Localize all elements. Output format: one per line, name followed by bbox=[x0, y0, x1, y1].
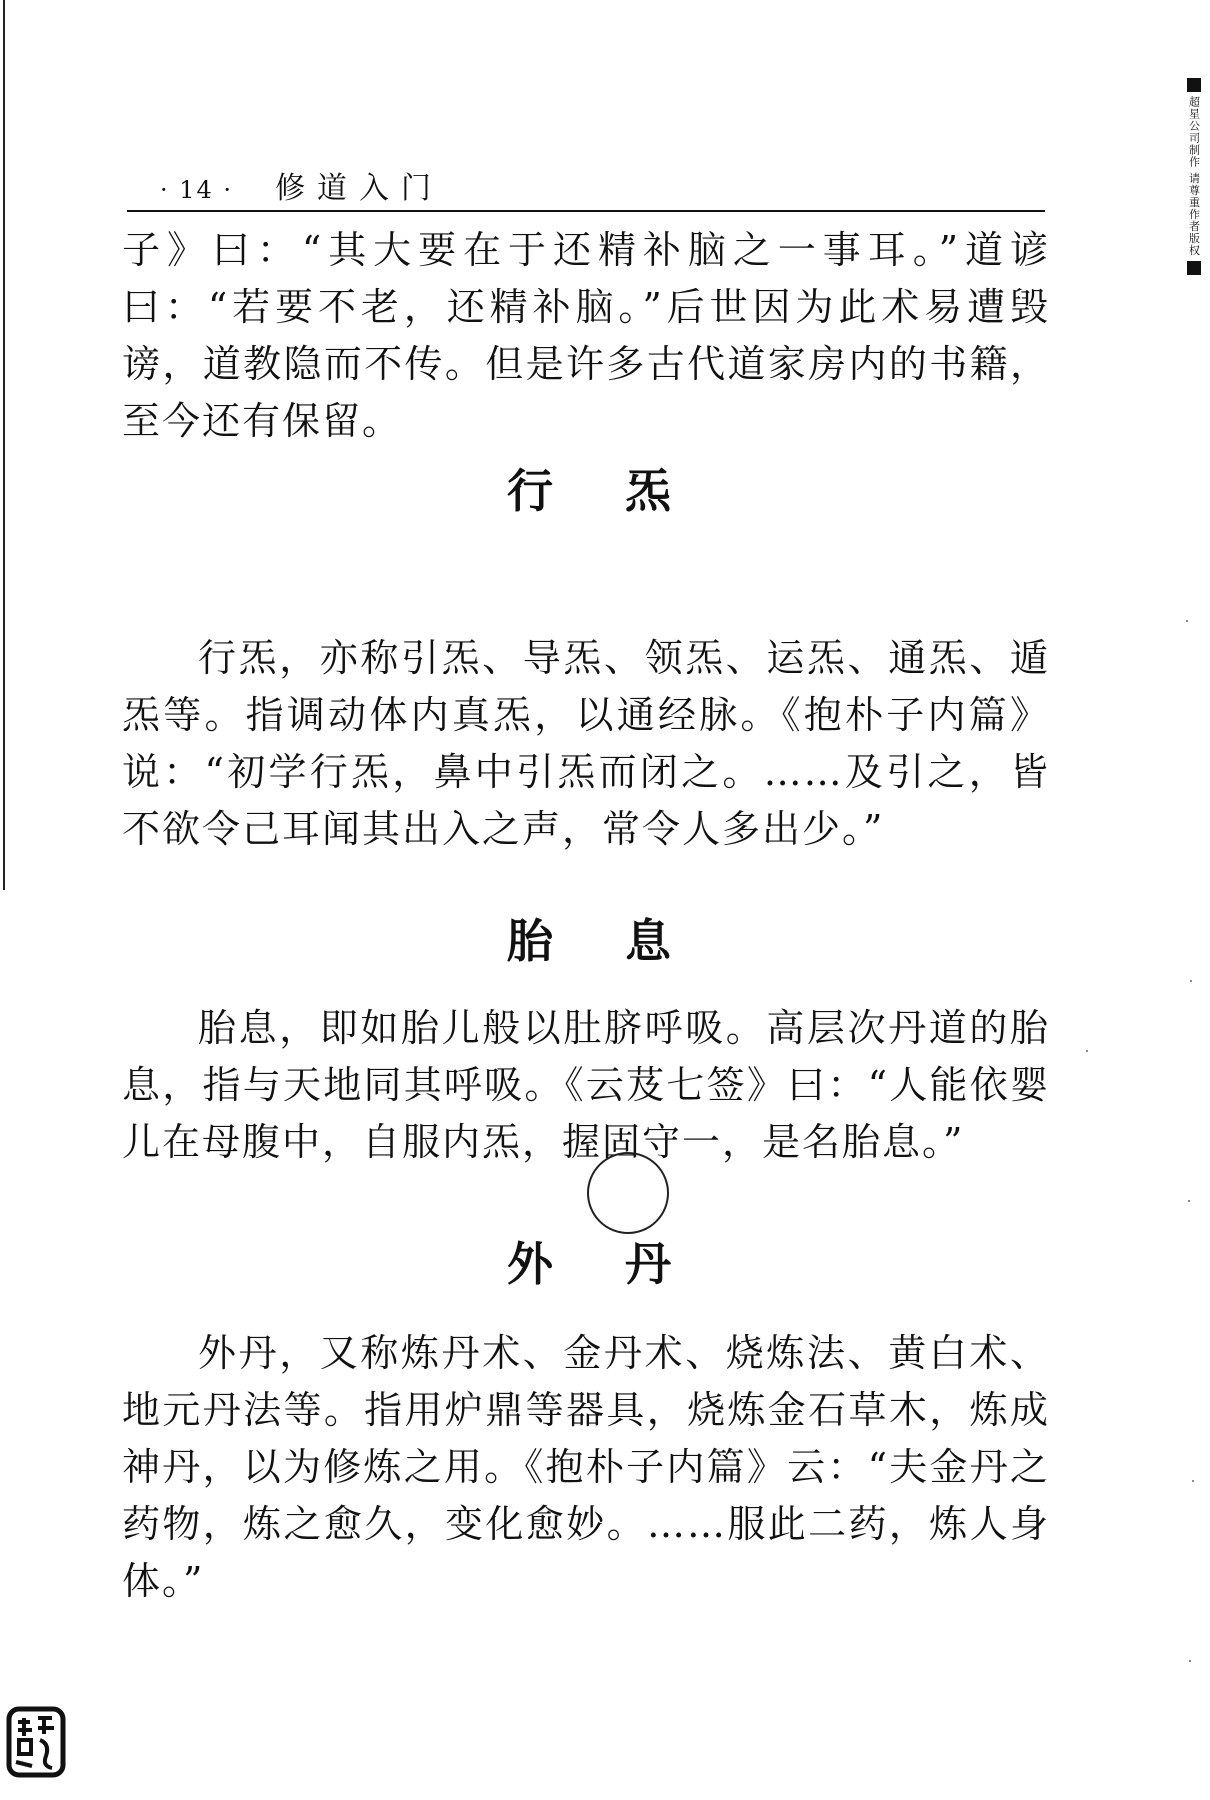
page-number: · 14 · bbox=[160, 176, 234, 204]
book-title: 修道入门 bbox=[275, 171, 444, 206]
scan-speck bbox=[1189, 1660, 1191, 1662]
copyright-strip bbox=[1186, 78, 1202, 314]
copyright-text: 超星公司制作 请尊重作者版权 bbox=[1187, 96, 1201, 257]
scan-speck bbox=[1188, 1200, 1190, 1202]
strip-bar-bottom bbox=[1187, 261, 1201, 275]
seal-stamp-icon bbox=[6, 1706, 66, 1778]
header-rule bbox=[127, 210, 1045, 212]
section-heading-taixi: 胎息 bbox=[507, 914, 743, 968]
section-heading-xingqi: 行炁 bbox=[507, 464, 743, 518]
strip-bar-top bbox=[1187, 78, 1201, 92]
running-header bbox=[160, 163, 443, 207]
paragraph-continued: 子》曰：“其大要在于还精补脑之一事耳。”道谚曰：“若要不老，还精补脑。”后世因为此术易遭毁谤，道教隐而不传。但是许多古代道家房内的书籍，至今还有保留。 bbox=[122, 228, 1050, 443]
section-heading-waidan: 外丹 bbox=[507, 1237, 743, 1291]
paragraph-waidan: 外丹，又称炼丹术、金丹术、烧炼法、黄白术、地元丹法等。指用炉鼎等器具，烧炼金石草木，炼成神丹，以为修炼之用。《抱朴子内篇》云：“夫金丹之药物，炼之愈久，变化愈妙。……服此二药，炼人身体。” bbox=[122, 1331, 1050, 1603]
circle-mark bbox=[587, 1152, 669, 1234]
scan-speck bbox=[1190, 980, 1192, 982]
page-edge-line bbox=[3, 0, 5, 890]
scan-speck bbox=[1086, 1050, 1088, 1052]
paragraph-taixi: 胎息，即如胎儿般以肚脐呼吸。高层次丹道的胎息，指与天地同其呼吸。《云芨七签》曰：“人能依婴儿在母腹中，自服内炁，握固守一，是名胎息。” bbox=[122, 1006, 1050, 1164]
scan-speck bbox=[1186, 620, 1188, 622]
paragraph-xingqi: 行炁，亦称引炁、导炁、领炁、运炁、通炁、遁炁等。指调动体内真炁，以通经脉。《抱朴子内篇》说：“初学行炁，鼻中引炁而闭之。……及引之，皆不欲令己耳闻其出入之声，常令人多出少。” bbox=[122, 636, 1050, 851]
scan-speck bbox=[1192, 1480, 1194, 1482]
